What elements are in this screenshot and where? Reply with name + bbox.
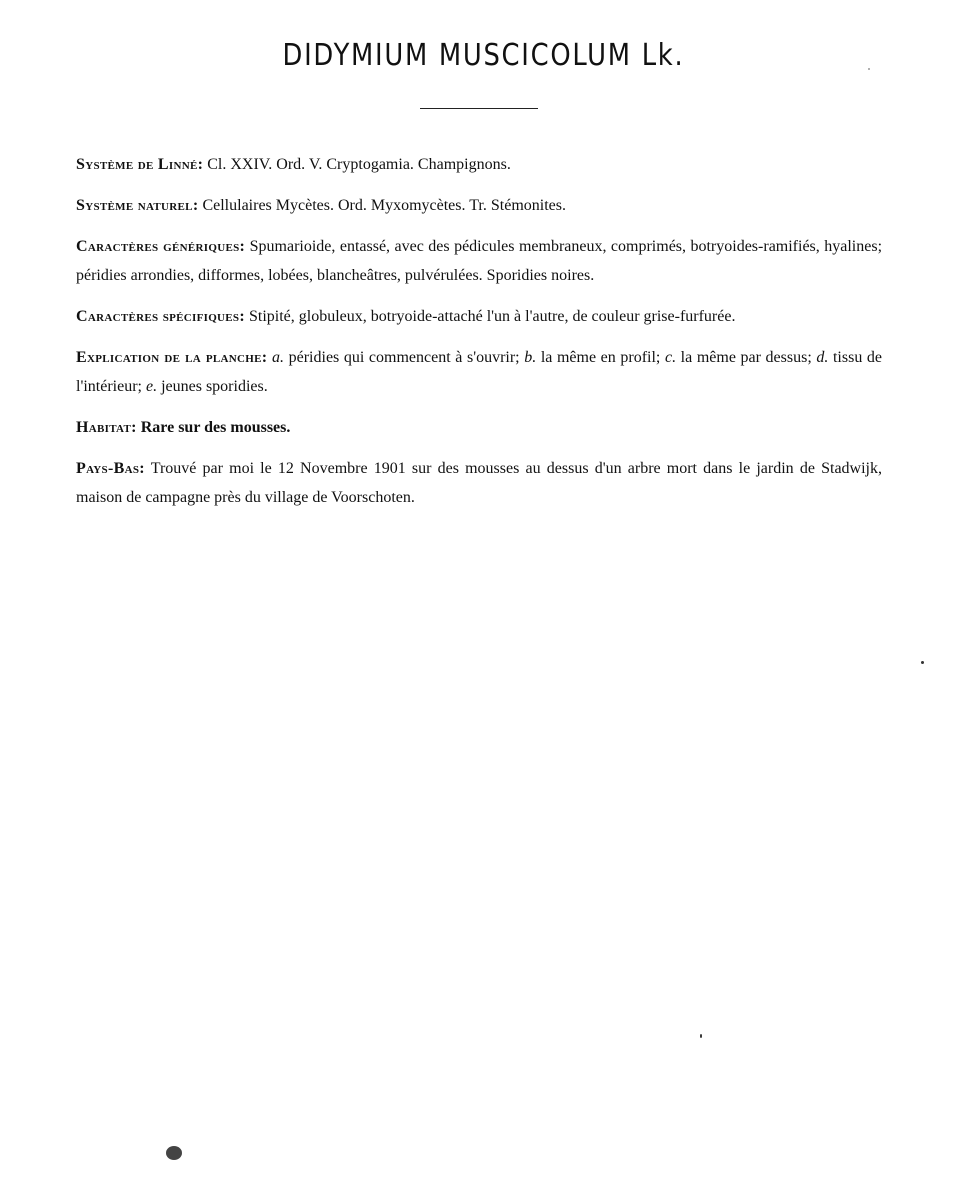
- document-body: [76, 150, 882, 524]
- specific-characters-text: Stipité, globuleux, botryoide-attaché l'un à l'autre, de couleur grise-furfurée.: [244, 308, 736, 325]
- plate-text-e: jeunes sporidies.: [157, 378, 268, 395]
- linne-system-text: Cl. XXIV. Ord. V. Cryptogamia. Champignons.: [203, 156, 511, 173]
- specific-characters-paragraph: [76, 302, 882, 331]
- plate-text-b: la même en profil;: [536, 349, 665, 366]
- linne-system-label: Système de Linné:: [76, 156, 204, 173]
- plate-letter-e: e.: [145, 378, 158, 395]
- plate-letter-d: d.: [816, 349, 829, 366]
- natural-system-text: Cellulaires Mycètes. Ord. Myxomycètes. Tr. Stémonites.: [198, 197, 566, 214]
- generic-characters-text: Spumarioide, entassé, avec des pédicules membraneux, comprimés, botryoides-ramifiés, hyalines; péridies arrondies, difformes, lobées, blancheâtres, pulvérulées. Sporidies noires.: [76, 238, 883, 284]
- generic-characters-paragraph: [76, 232, 882, 290]
- plate-letter-b: b.: [524, 349, 537, 366]
- plate-letter-a: a.: [272, 349, 285, 366]
- habitat-paragraph: [76, 413, 882, 442]
- paper-speck: [921, 661, 924, 664]
- generic-characters-label: Caractères génériques:: [76, 238, 246, 255]
- netherlands-label: Pays-Bas:: [76, 460, 145, 477]
- netherlands-text: Trouvé par moi le 12 Novembre 1901 sur des mousses au dessus d'un arbre mort dans le jardin de Stadwijk, maison de campagne près du village de Voorschoten.: [76, 460, 882, 506]
- title-rule: [420, 108, 538, 109]
- natural-system-paragraph: [76, 191, 882, 220]
- specific-characters-label: Caractères spécifiques:: [76, 308, 245, 325]
- paper-speck: [700, 1034, 702, 1038]
- paper-speck: [868, 68, 870, 70]
- habitat-text: Rare sur des mousses.: [136, 419, 291, 436]
- page-title: DIDYMIUM MUSCICOLUM Lk.: [282, 38, 685, 73]
- plate-text-a: péridies qui commencent à s'ouvrir;: [284, 349, 525, 366]
- habitat-label: Habitat:: [76, 419, 137, 436]
- plate-explanation-label: Explication de la planche:: [76, 349, 268, 366]
- plate-text-d: tissu de l'intérieur;: [76, 349, 883, 395]
- linne-system-paragraph: [76, 150, 882, 179]
- plate-text-c: la même par dessus;: [676, 349, 817, 366]
- natural-system-label: Système naturel:: [76, 197, 199, 214]
- ink-speck: [166, 1146, 182, 1160]
- plate-explanation-paragraph: [76, 343, 882, 401]
- netherlands-paragraph: [76, 454, 882, 512]
- plate-letter-c: c.: [664, 349, 677, 366]
